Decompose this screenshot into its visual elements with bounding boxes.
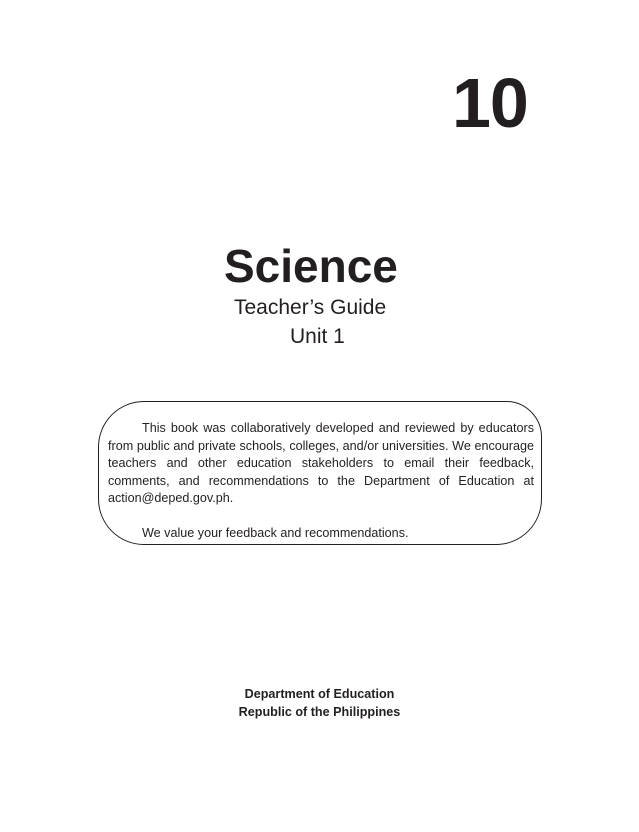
subject-title: Science <box>224 240 398 292</box>
publisher-block <box>0 686 639 721</box>
notice-paragraph-2: We value your feedback and recommendations. <box>142 525 409 540</box>
guide-subtitle: Teacher’s Guide <box>234 296 387 319</box>
department-name: Department of Education <box>244 687 395 701</box>
grade-number: 10 <box>452 64 528 142</box>
country-name: Republic of the Philippines <box>238 704 401 719</box>
unit-label: Unit 1 <box>290 325 345 348</box>
notice-paragraph-1: This book was collaboratively developed and reviewed by educators from public and private schools, colleges, and/or universities. We encourage teachers and other education stakeholders to email their feedback, comments, and recommendations to the Department of Education at action@deped.gov.ph. <box>108 421 534 506</box>
feedback-notice-text <box>108 420 534 543</box>
